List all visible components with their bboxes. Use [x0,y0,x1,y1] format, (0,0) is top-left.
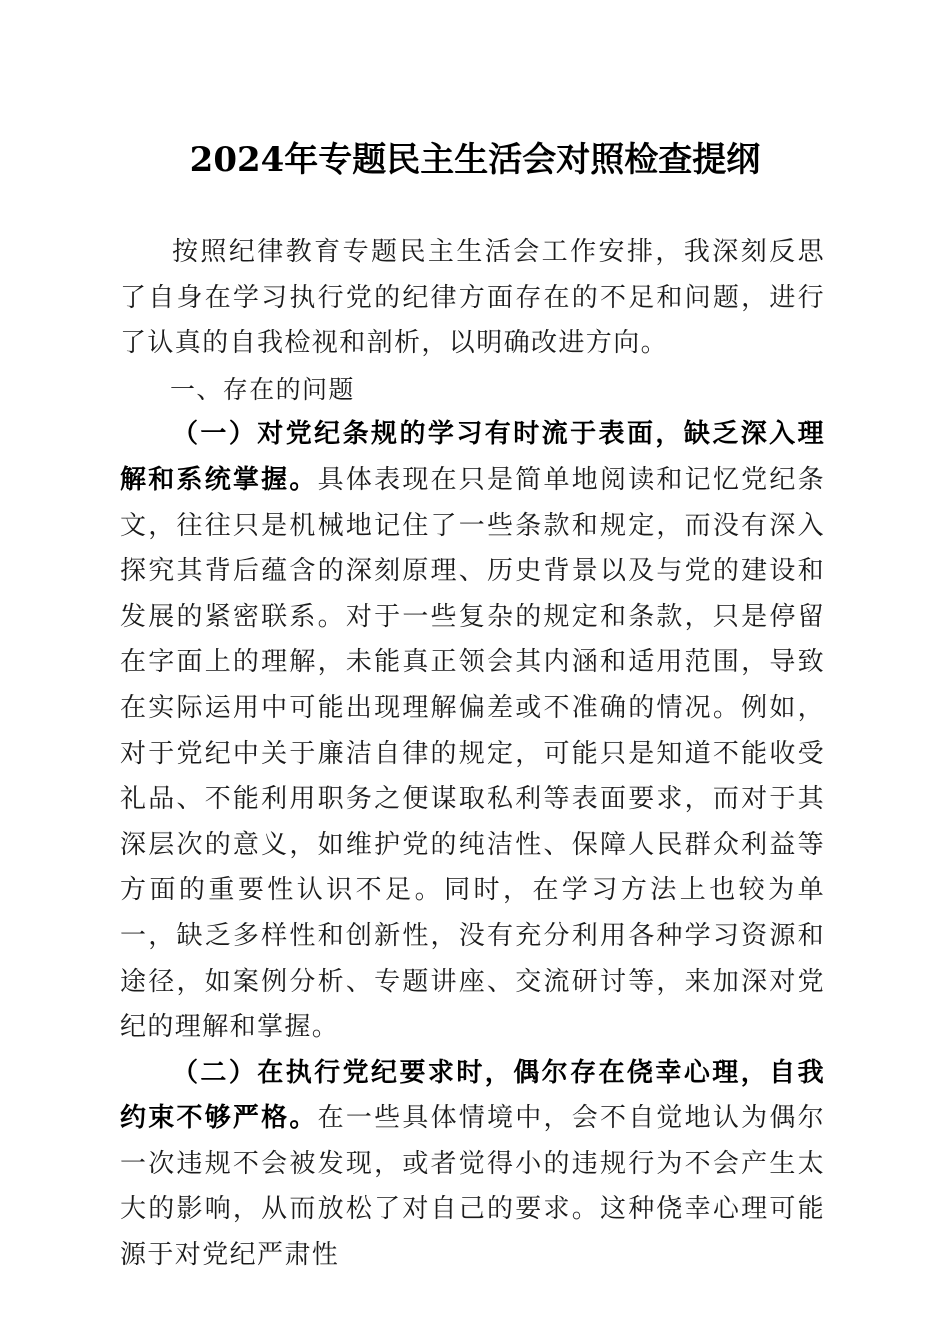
issue-2-body: 在一些具体情境中，会不自觉地认为偶尔一次违规不会被发现，或者觉得小的违规行为不会产生太大的影响，从而放松了对自己的要求。这种侥幸心理可能源于对党纪严肃性 [120,1103,825,1271]
issue-paragraph-1 [120,412,825,1050]
issue-1-body: 具体表现在只是简单地阅读和记忆党纪条文，往往只是机械地记住了一些条款和规定，而没有深入探究其背后蕴含的深刻原理、历史背景以及与党的建设和发展的紧密联系。对于一些复杂的规定和条款，只是停留在字面上的理解，未能真正领会其内涵和适用范围，导致在实际运用中可能出现理解偏差或不准确的情况。例如，对于党纪中关于廉洁自律的规定，可能只是知道不能收受礼品、不能利用职务之便谋取私利等表面要求，而对于其深层次的意义，如维护党的纯洁性、保障人民群众利益等方面的重要性认识不足。同时，在学习方法上也较为单一，缺乏多样性和创新性，没有充分利用各种学习资源和途径，如案例分析、专题讲座、交流研讨等，来加深对党纪的理解和掌握。 [120,464,825,1043]
intro-paragraph: 按照纪律教育专题民主生活会工作安排，我深刻反思了自身在学习执行党的纪律方面存在的不足和问题，进行了认真的自我检视和剖析，以明确改进方向。 [120,237,825,359]
issue-paragraph-2 [120,1051,825,1279]
document-title: 2024年专题民主生活会对照检查提纲 [189,140,761,180]
section-heading: 一、存在的问题 [170,374,355,404]
issue-2-lead: （二）在执行党纪要求时，偶尔存在侥幸心理，自我约束不够严格。 [120,1057,825,1134]
document-body [120,230,825,1279]
issue-1-lead: （一）对党纪条规的学习有时流于表面，缺乏深入理解和系统掌握。 [120,419,825,495]
